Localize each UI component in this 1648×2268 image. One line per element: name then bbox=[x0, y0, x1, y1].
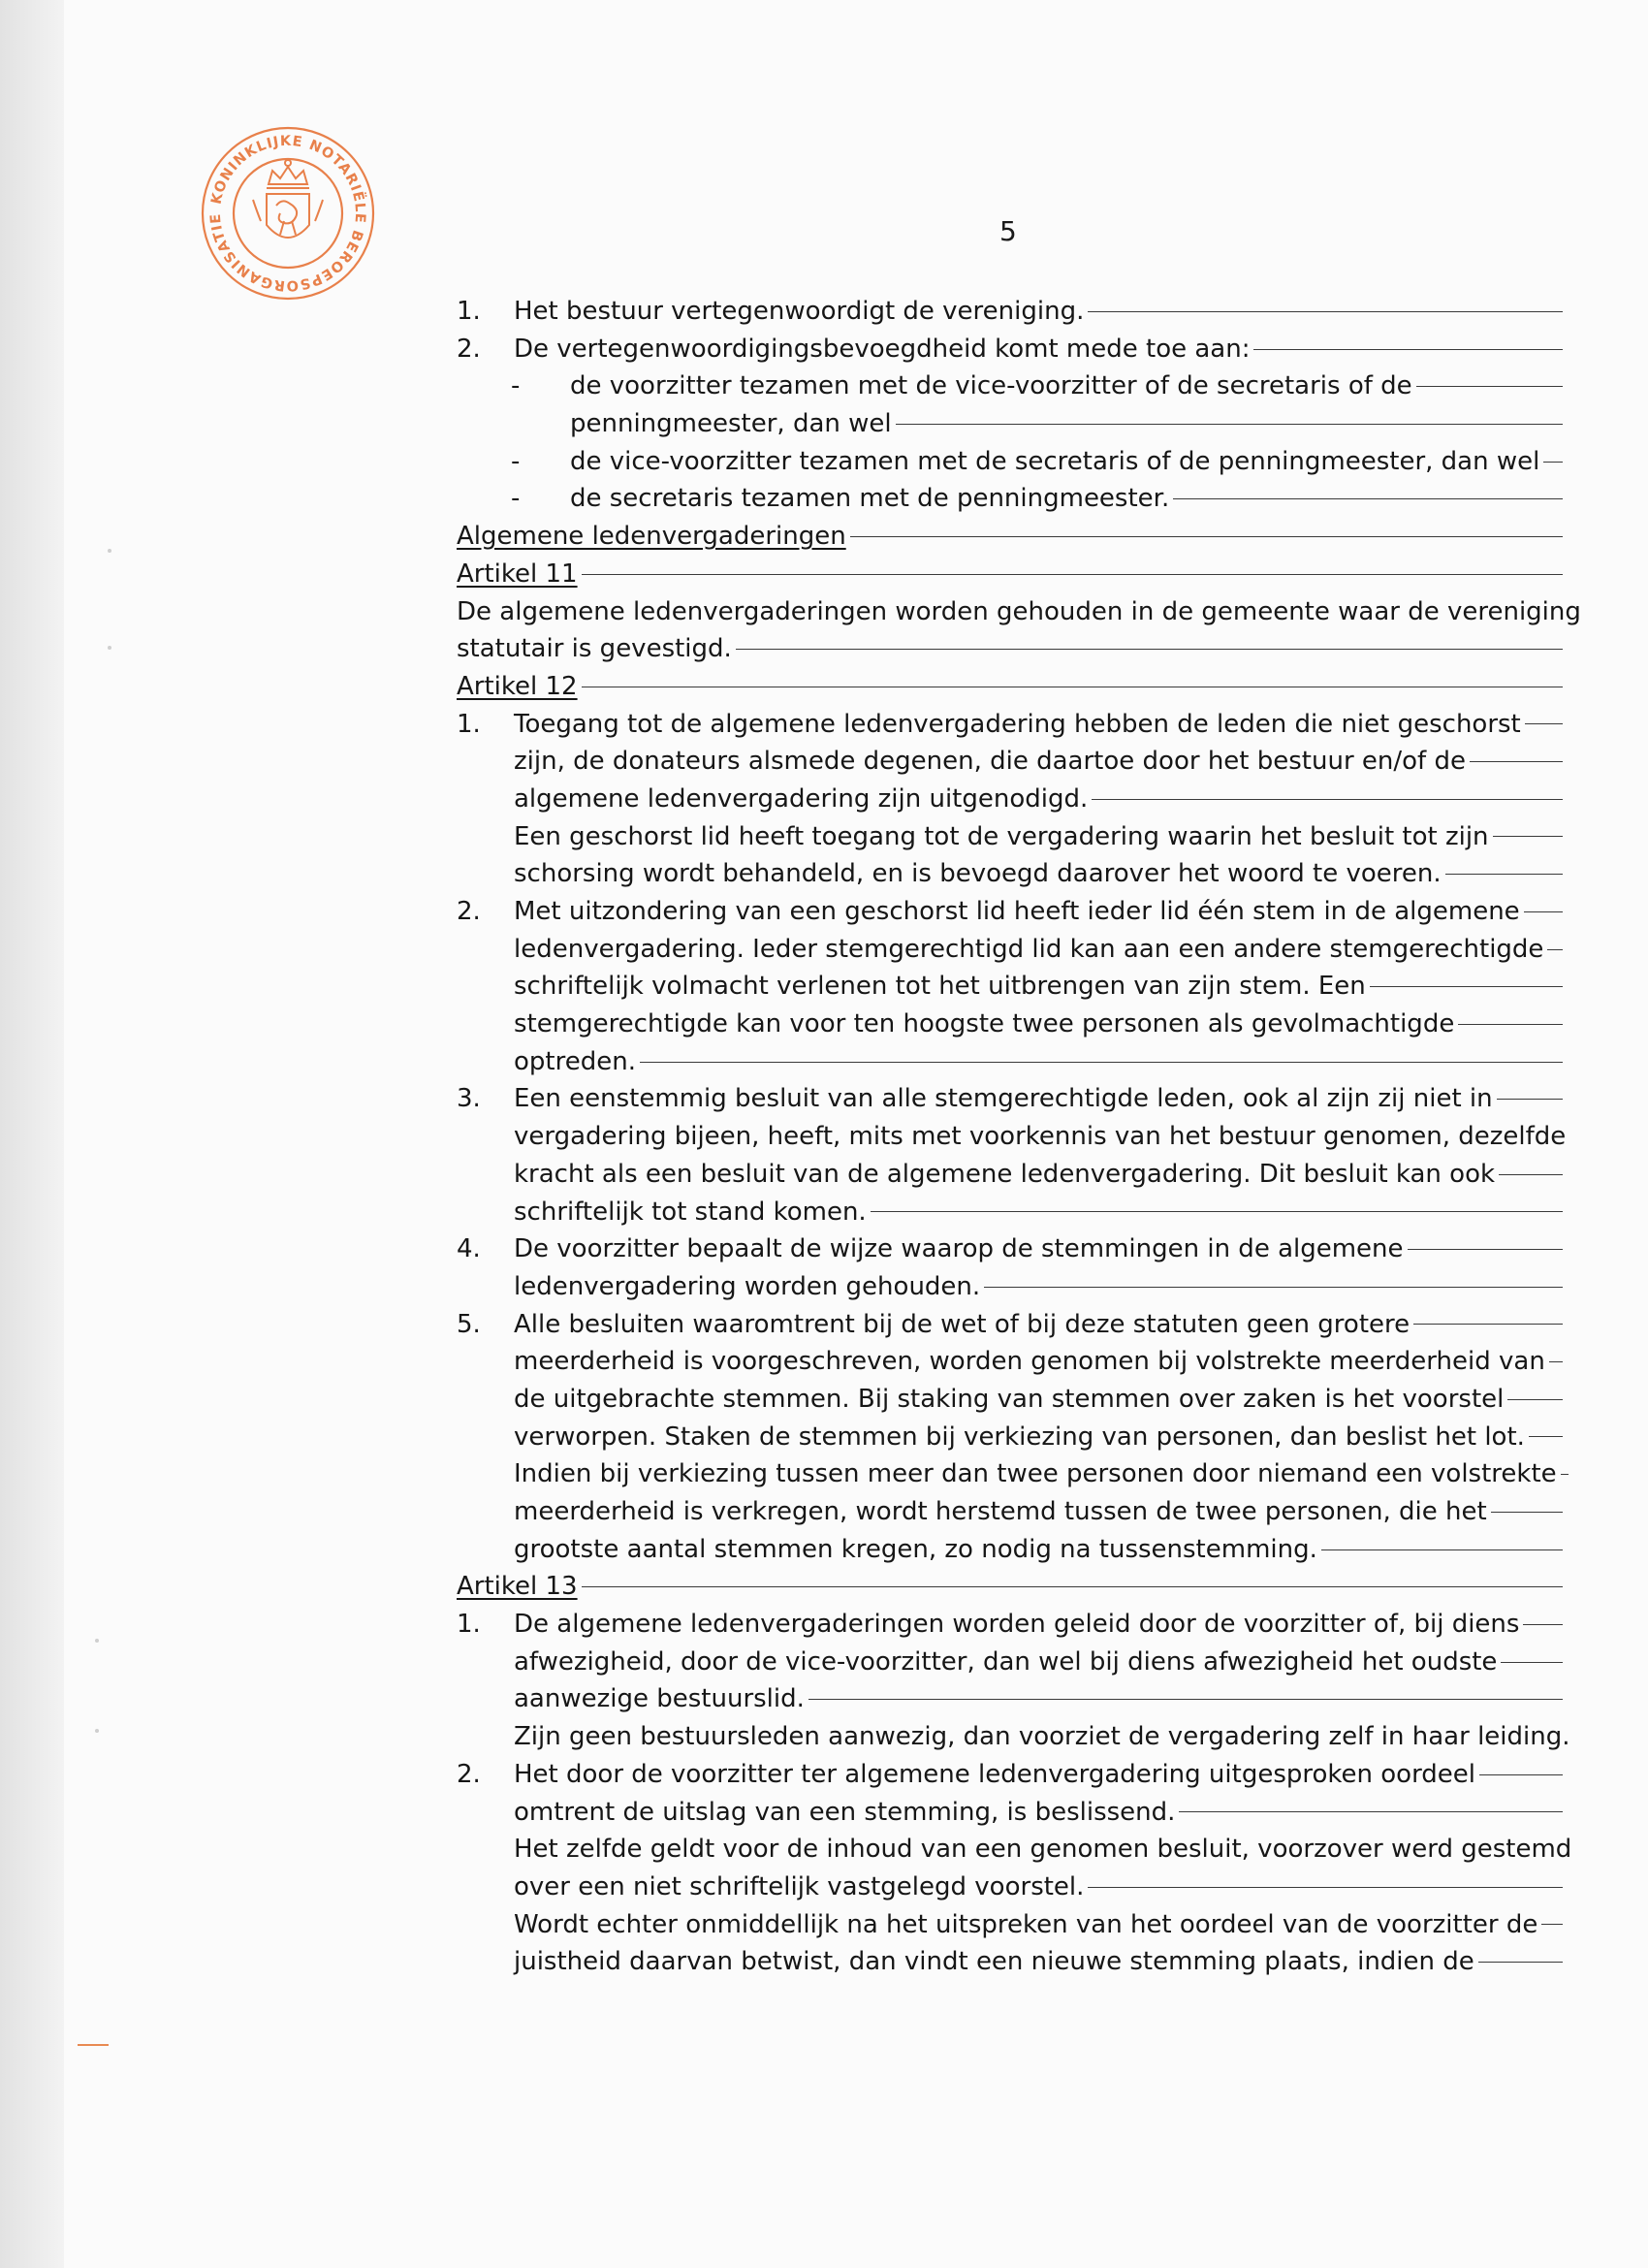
list-number: 1. bbox=[457, 297, 481, 326]
fill-rule bbox=[1499, 1174, 1563, 1175]
fill-rule bbox=[808, 1699, 1563, 1700]
scan-speck bbox=[95, 1639, 99, 1643]
text-line: Een eenstemmig besluit van alle stemgerechtigde leden, ook al zijn zij niet in bbox=[514, 1084, 1493, 1114]
text-line: Toegang tot de algemene ledenvergadering hebben de leden die niet geschorst bbox=[514, 709, 1521, 739]
fill-rule bbox=[1523, 1624, 1563, 1625]
fill-rule bbox=[1370, 986, 1563, 987]
fill-rule bbox=[1179, 1811, 1563, 1812]
article-heading: Artikel 13 bbox=[457, 1572, 578, 1602]
fill-rule bbox=[1479, 1774, 1563, 1775]
text-line: verworpen. Staken de stemmen bij verkiezing van personen, dan beslist het lot. bbox=[514, 1421, 1525, 1452]
text-line: Het bestuur vertegenwoordigt de vereniging. bbox=[514, 297, 1085, 326]
fill-rule bbox=[984, 1287, 1563, 1288]
list-item-line bbox=[457, 1680, 1563, 1718]
list-item-line bbox=[457, 968, 1563, 1006]
fill-rule bbox=[1088, 311, 1563, 312]
text-line: de voorzitter tezamen met de vice-voorzitter of de secretaris of de bbox=[570, 371, 1412, 401]
list-item-line bbox=[457, 781, 1563, 818]
text-line: kracht als een besluit van de algemene ledenvergadering. Dit besluit kan ook bbox=[514, 1159, 1496, 1189]
text-line: aanwezige bestuurslid. bbox=[514, 1684, 805, 1714]
list-item-line bbox=[457, 893, 1563, 931]
list-item-line bbox=[457, 1419, 1563, 1456]
list-number: 4. bbox=[457, 1234, 481, 1264]
list-number: 2. bbox=[457, 334, 481, 364]
text-line: penningmeester, dan wel bbox=[570, 409, 892, 439]
scan-speck bbox=[108, 646, 111, 650]
section-heading-line bbox=[457, 518, 1563, 556]
section-heading: Algemene ledenvergaderingen bbox=[457, 522, 846, 552]
list-item-line bbox=[457, 1230, 1563, 1268]
list-item-line bbox=[457, 1718, 1570, 1756]
text-line: meerderheid is voorgeschreven, worden genomen bij volstrekte meerderheid van bbox=[514, 1347, 1545, 1377]
fill-rule bbox=[1413, 1324, 1563, 1325]
text-line: Het door de voorzitter ter algemene ledenvergadering uitgesproken oordeel bbox=[514, 1759, 1476, 1789]
fill-rule bbox=[1470, 761, 1563, 762]
text-line: Indien bij verkiezing tussen meer dan twee personen door niemand een volstrekte bbox=[514, 1459, 1557, 1489]
list-item-line bbox=[457, 1869, 1563, 1906]
text-line: zijn, de donateurs alsmede degenen, die daartoe door het bestuur en/of de bbox=[514, 747, 1466, 777]
fill-rule bbox=[1173, 498, 1563, 499]
text-line: meerderheid is verkregen, wordt herstemd tussen de twee personen, die het bbox=[514, 1497, 1487, 1526]
list-item-line bbox=[457, 1756, 1563, 1794]
fill-rule bbox=[1524, 911, 1563, 912]
svg-text:KONINKLIJKE NOTARIËLE BEROEPSO bbox=[208, 134, 367, 293]
bullet-line bbox=[457, 443, 1563, 481]
text-line: De voorzitter bepaalt de wijze waarop de stemmingen in de algemene bbox=[514, 1234, 1404, 1264]
text-line: schriftelijk tot stand komen. bbox=[514, 1197, 867, 1227]
list-item-line bbox=[457, 1343, 1563, 1381]
fill-rule bbox=[1501, 1662, 1563, 1663]
bullet-line bbox=[457, 480, 1563, 518]
fill-rule bbox=[1491, 1512, 1563, 1513]
list-item-line bbox=[457, 1493, 1563, 1531]
fill-rule bbox=[896, 424, 1563, 425]
text-line: De vertegenwoordigingsbevoegdheid komt mede toe aan: bbox=[514, 334, 1251, 364]
fill-rule bbox=[1445, 874, 1563, 875]
list-item-line bbox=[457, 1906, 1563, 1944]
article-heading: Artikel 11 bbox=[457, 559, 578, 589]
text-line: grootste aantal stemmen kregen, zo nodig na tussenstemming. bbox=[514, 1534, 1317, 1564]
list-item-line bbox=[457, 1156, 1563, 1194]
bullet-dash: - bbox=[511, 484, 521, 514]
list-item-line bbox=[457, 1943, 1563, 1981]
margin-mark bbox=[78, 2044, 109, 2046]
text-line: omtrent de uitslag van een stemming, is beslissend. bbox=[514, 1797, 1176, 1827]
text-line: ledenvergadering. Ieder stemgerechtigd lid kan aan een andere stemgerechtigde bbox=[514, 934, 1544, 964]
fill-rule bbox=[1497, 1099, 1563, 1100]
list-item-line bbox=[457, 743, 1563, 781]
text-line: optreden. bbox=[514, 1046, 636, 1076]
crown-lion-coat-of-arms-icon bbox=[253, 160, 323, 238]
scan-speck bbox=[108, 549, 111, 553]
text-line: De algemene ledenvergaderingen worden gehouden in de gemeente waar de vereniging bbox=[457, 596, 1581, 626]
list-item-line bbox=[457, 931, 1563, 969]
fill-rule bbox=[1541, 1924, 1563, 1925]
text-line: Een geschorst lid heeft toegang tot de vergadering waarin het besluit tot zijn bbox=[514, 821, 1489, 851]
list-item-line bbox=[457, 331, 1563, 368]
scan-speck bbox=[95, 1729, 99, 1733]
list-item-line bbox=[457, 1268, 1563, 1306]
text-line: Wordt echter onmiddellijk na het uitspreken van het oordeel van de voorzitter de bbox=[514, 1909, 1538, 1939]
text-line: de vice-voorzitter tezamen met de secretaris of de penningmeester, dan wel bbox=[570, 446, 1540, 476]
fill-rule bbox=[871, 1211, 1563, 1212]
bullet-dash: - bbox=[511, 371, 521, 401]
fill-rule bbox=[1092, 799, 1563, 800]
fill-rule bbox=[1493, 836, 1563, 837]
bullet-line bbox=[457, 367, 1563, 405]
list-item-line bbox=[457, 1194, 1563, 1231]
article-heading-line bbox=[457, 1568, 1563, 1606]
list-item-line bbox=[457, 1794, 1563, 1832]
text-line: Met uitzondering van een geschorst lid heeft ieder lid één stem in de algemene bbox=[514, 897, 1520, 926]
list-item-line bbox=[457, 855, 1563, 893]
text-line: schorsing wordt behandeld, en is bevoegd daarover het woord te voeren. bbox=[514, 859, 1442, 889]
list-item-line bbox=[457, 1306, 1563, 1344]
bullet-line bbox=[457, 405, 1563, 443]
fill-rule bbox=[850, 536, 1563, 537]
fill-rule bbox=[1416, 386, 1563, 387]
list-item-line bbox=[457, 1455, 1563, 1493]
fill-rule bbox=[1088, 1887, 1563, 1888]
document-body bbox=[457, 293, 1581, 1981]
list-number: 1. bbox=[457, 1610, 481, 1640]
text-line: algemene ledenvergadering zijn uitgenodigd. bbox=[514, 783, 1089, 814]
list-number: 1. bbox=[457, 709, 481, 739]
text-line: Alle besluiten waaromtrent bij de wet of bij deze statuten geen grotere bbox=[514, 1309, 1410, 1339]
text-line: Zijn geen bestuursleden aanwezig, dan voorziet de vergadering zelf in haar leiding. bbox=[514, 1722, 1570, 1752]
article-heading-line bbox=[457, 556, 1563, 593]
fill-rule bbox=[1543, 462, 1563, 463]
fill-rule bbox=[1549, 1361, 1563, 1362]
fill-rule bbox=[582, 574, 1563, 575]
fill-rule bbox=[1525, 723, 1563, 724]
text-line: schriftelijk volmacht verlenen tot het uitbrengen van zijn stem. Een bbox=[514, 972, 1366, 1002]
fill-rule bbox=[1321, 1549, 1563, 1550]
fill-rule bbox=[1253, 349, 1563, 350]
fill-rule bbox=[736, 649, 1563, 650]
fill-rule bbox=[1507, 1399, 1563, 1400]
text-line: statutair is gevestigd. bbox=[457, 634, 732, 664]
list-number: 2. bbox=[457, 897, 481, 926]
list-item-line bbox=[457, 1644, 1563, 1681]
list-item-line bbox=[457, 1831, 1572, 1869]
paragraph-line bbox=[457, 593, 1581, 631]
list-item-line bbox=[457, 818, 1563, 856]
text-line: ledenvergadering worden gehouden. bbox=[514, 1271, 981, 1301]
list-item-line bbox=[457, 1531, 1563, 1569]
article-heading: Artikel 12 bbox=[457, 671, 578, 701]
list-item-line bbox=[457, 1118, 1567, 1156]
fill-rule bbox=[1529, 1436, 1563, 1437]
list-number: 5. bbox=[457, 1309, 481, 1339]
notary-seal-icon bbox=[199, 124, 377, 303]
text-line: vergadering bijeen, heeft, mits met voorkennis van het bestuur genomen, dezelfde bbox=[514, 1122, 1567, 1152]
seal-ring-text: KONINKLIJKE NOTARIËLE BEROEPSORGANISATIE bbox=[207, 133, 368, 294]
text-line: afwezigheid, door de vice-voorzitter, dan wel bij diens afwezigheid het oudste bbox=[514, 1646, 1498, 1677]
page-number: 5 bbox=[999, 215, 1017, 247]
fill-rule bbox=[1547, 949, 1563, 950]
text-line: de secretaris tezamen met de penningmeester. bbox=[570, 484, 1170, 514]
text-line: juistheid daarvan betwist, dan vindt een nieuwe stemming plaats, indien de bbox=[514, 1947, 1474, 1977]
text-line: stemgerechtigde kan voor ten hoogste twee personen als gevolmachtigde bbox=[514, 1009, 1455, 1039]
fill-rule bbox=[1458, 1024, 1563, 1025]
list-item-line bbox=[457, 1381, 1563, 1419]
fill-rule bbox=[1561, 1474, 1569, 1475]
list-item-line bbox=[457, 1043, 1563, 1081]
text-line: over een niet schriftelijk vastgelegd voorstel. bbox=[514, 1871, 1085, 1901]
list-item-line bbox=[457, 706, 1563, 744]
list-item-line bbox=[457, 1606, 1563, 1644]
paragraph-line bbox=[457, 630, 1563, 668]
fill-rule bbox=[1478, 1962, 1563, 1963]
text-line: de uitgebrachte stemmen. Bij staking van stemmen over zaken is het voorstel bbox=[514, 1384, 1505, 1414]
list-item-line bbox=[457, 293, 1563, 331]
bullet-dash: - bbox=[511, 446, 521, 476]
list-number: 2. bbox=[457, 1759, 481, 1789]
list-item-line bbox=[457, 1080, 1563, 1118]
article-heading-line bbox=[457, 668, 1563, 706]
fill-rule bbox=[582, 1586, 1563, 1587]
list-number: 3. bbox=[457, 1084, 481, 1114]
scan-edge bbox=[0, 0, 64, 2268]
fill-rule bbox=[640, 1062, 1563, 1063]
list-item-line bbox=[457, 1006, 1563, 1043]
text-line: Het zelfde geldt voor de inhoud van een genomen besluit, voorzover werd gestemd bbox=[514, 1835, 1572, 1865]
text-line: De algemene ledenvergaderingen worden geleid door de voorzitter of, bij diens bbox=[514, 1610, 1520, 1640]
fill-rule bbox=[1408, 1249, 1563, 1250]
